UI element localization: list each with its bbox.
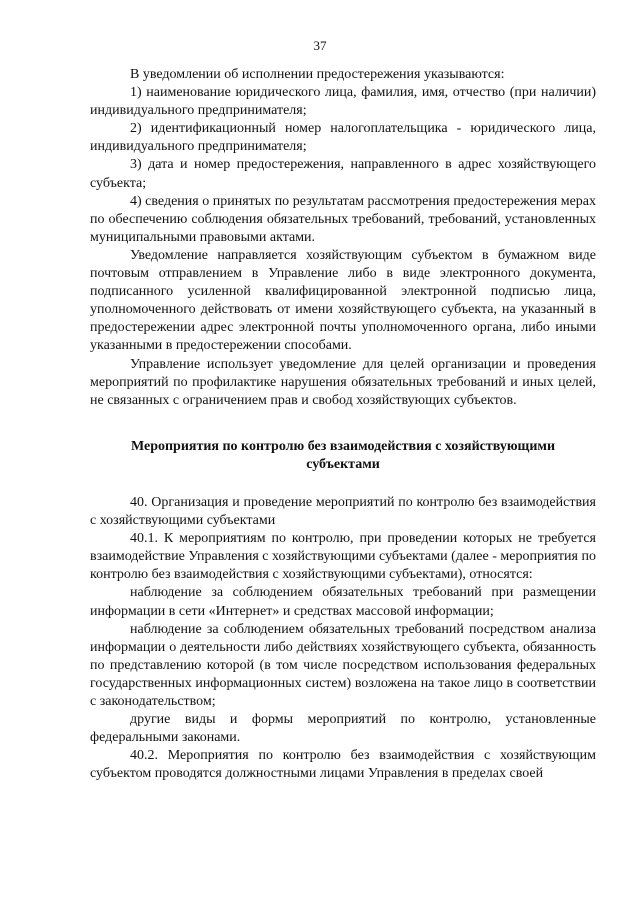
paragraph-notice-delivery: Уведомление направляется хозяйствующим субъектом в бумажном виде почтовым отправлением в Управление либо в виде электронного документа, подписанного усиленной квалифицированной электронной подписью лица, уполномоченного действовать от имени хозяйствующего субъекта, на указанный в предостережении адрес электронной почты уполномоченного органа, либо иными указанными в предостережении способами. — [90, 247, 596, 354]
paragraph-40: 40. Организация и проведение мероприятий по контролю без взаимодействия с хозяйствующими субъектами — [90, 494, 596, 529]
paragraph-item-2: 2) идентификационный номер налогоплательщика - юридического лица, индивидуального предпринимателя; — [90, 121, 596, 155]
paragraph-notice-usage: Управление использует уведомление для целей организации и проведения мероприятий по профилактике нарушения обязательных требований и иных целей, не связанных с ограничением прав и свобод хозяйствующих субъектов. — [90, 356, 596, 408]
paragraph-notice-intro: В уведомлении об исполнении предостережения указываются: — [130, 67, 505, 82]
paragraph-item-1: 1) наименование юридического лица, фамилия, имя, отчество (при наличии) индивидуального предпринимателя; — [90, 85, 596, 119]
paragraph-40-1: 40.1. К мероприятиям по контролю, при проведении которых не требуется взаимодействие Управления с хозяйствующими субъектами (далее - мероприятия по контролю без взаимодействия с хозяйствующими субъектами), относятся: — [90, 531, 596, 583]
paragraph-observation-internet: наблюдение за соблюдением обязательных требований при размещении информации в сети «Интернет» и средствах массовой информации; — [90, 585, 596, 619]
paragraph-item-4: 4) сведения о принятых по результатам рассмотрения предостережения мерах по обеспечению соблюдения обязательных требований, требований, установленных муниципальными правовыми актами. — [90, 193, 596, 245]
paragraph-other-forms: другие виды и формы мероприятий по контролю, установленные федеральными законами. — [90, 712, 596, 746]
document-body — [90, 66, 596, 783]
section-spacer — [90, 474, 596, 494]
section-heading: Мероприятия по контролю без взаимодействия с хозяйствующими субъектами — [130, 438, 556, 472]
paragraph-40-2: 40.2. Мероприятия по контролю без взаимодействия с хозяйствующим субъектом проводятся должностными лицами Управления в пределах своей — [90, 748, 596, 782]
paragraph-item-3: 3) дата и номер предостережения, направленного в адрес хозяйствующего субъекта; — [90, 157, 596, 191]
page-number: 37 — [313, 38, 327, 53]
paragraph-observation-analysis: наблюдение за соблюдением обязательных требований посредством анализа информации о деятельности либо действиях хозяйствующего субъекта, обязанность по представлению которой (в том числе посредством использования федеральных государственных информационных систем) возложена на такое лицо в соответствии с законодательством; — [90, 621, 596, 709]
